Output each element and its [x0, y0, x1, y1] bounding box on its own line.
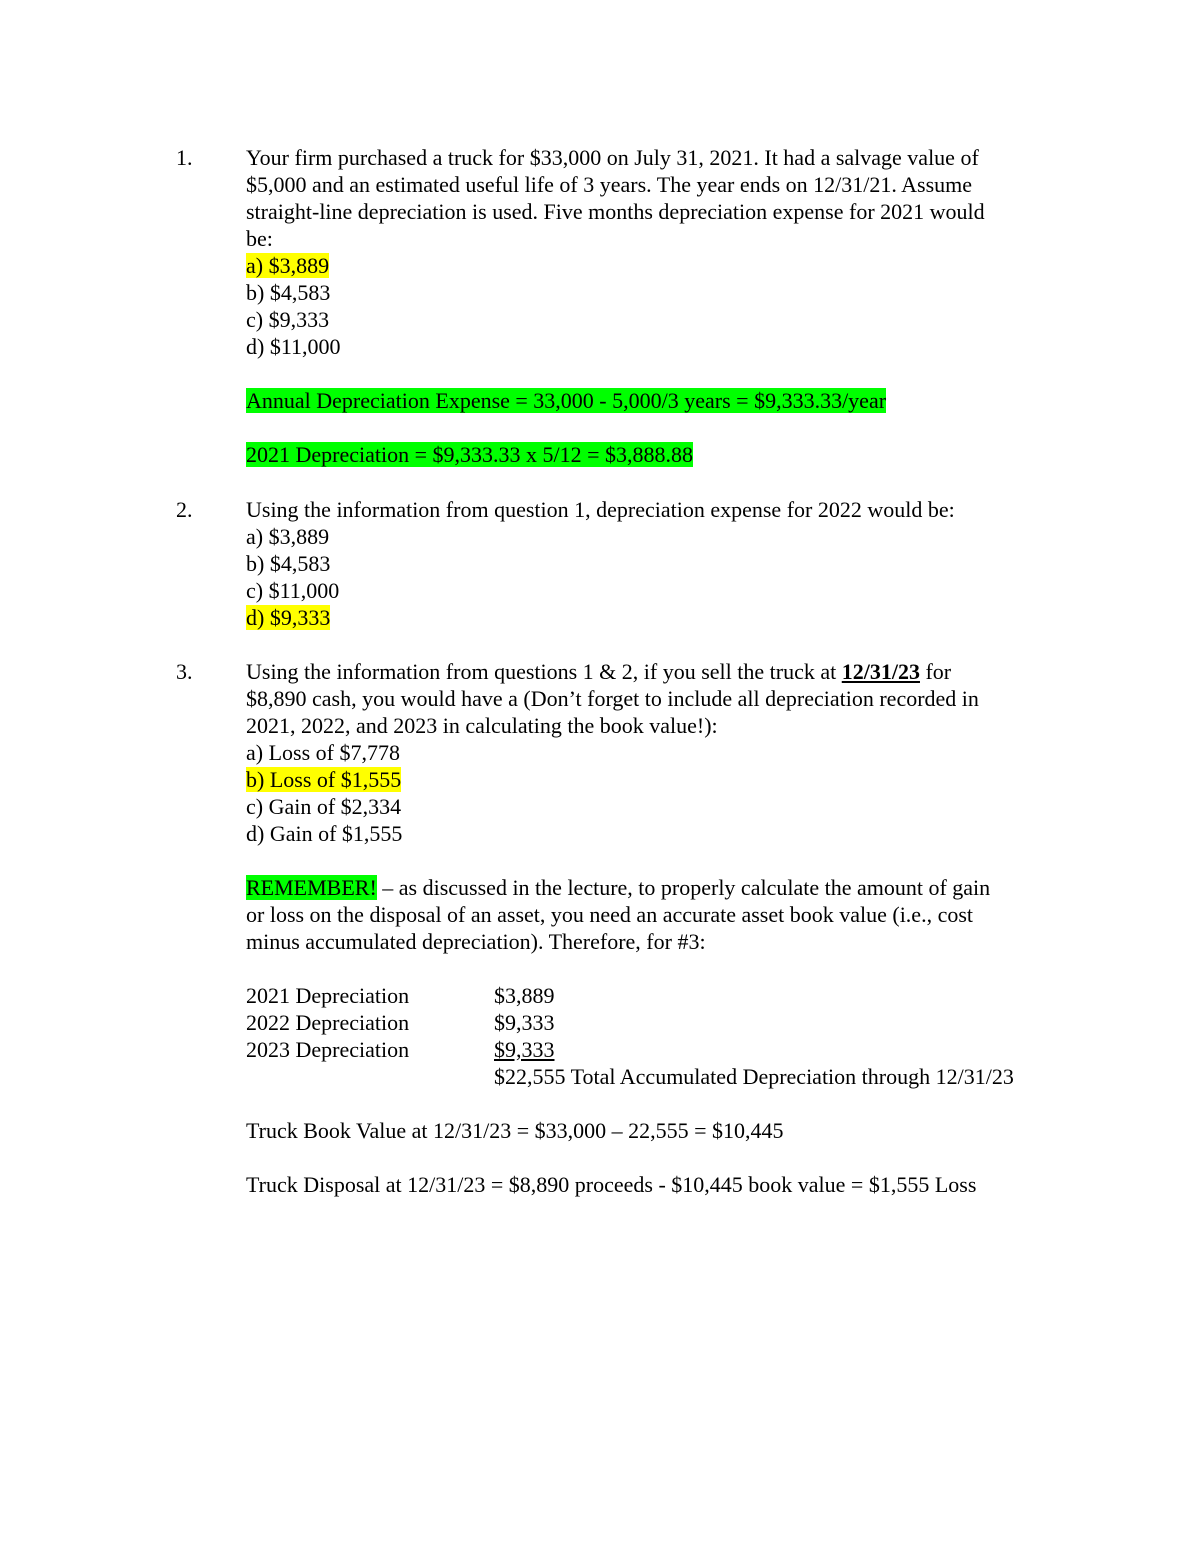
remember-line: minus accumulated depreciation). Therefore, for #3: — [246, 929, 706, 954]
schedule-label: 2022 Depreciation — [246, 1010, 410, 1035]
answer-option-correct: d) $9,333 — [246, 605, 331, 630]
sale-date: 12/31/23 — [841, 659, 920, 684]
answer-option: d) $11,000 — [246, 334, 341, 359]
answer-option: a) Loss of $7,778 — [246, 740, 400, 765]
depreciation-2021-note: 2021 Depreciation = $9,333.33 x 5/12 = $3,888.88 — [246, 442, 694, 467]
schedule-row — [246, 1036, 1066, 1063]
schedule-value: $9,333 — [494, 1010, 555, 1035]
answer-option: b) $4,583 — [246, 551, 331, 576]
question-body — [246, 144, 1066, 468]
answer-option: b) $4,583 — [246, 280, 331, 305]
disposal-line: Truck Disposal at 12/31/23 = $8,890 proceeds - $10,445 book value = $1,555 Loss — [246, 1172, 977, 1197]
schedule-row — [246, 1009, 1066, 1036]
question-number: 1. — [176, 145, 193, 170]
book-value-line: Truck Book Value at 12/31/23 = $33,000 – 22,555 = $10,445 — [246, 1118, 784, 1143]
stem-line: straight-line depreciation is used. Five months depreciation expense for 2021 would — [246, 199, 985, 224]
schedule-value: $3,889 — [494, 983, 555, 1008]
question-body — [246, 658, 1066, 1198]
schedule-row — [246, 982, 1066, 1009]
stem-line: 2021, 2022, and 2023 in calculating the book value!): — [246, 713, 718, 738]
remember-line: or loss on the disposal of an asset, you need an accurate asset book value (i.e., cost — [246, 902, 974, 927]
answer-option: a) $3,889 — [246, 524, 330, 549]
schedule-label: 2021 Depreciation — [246, 983, 410, 1008]
answer-option-correct: b) Loss of $1,555 — [246, 767, 402, 792]
stem-line: be: — [246, 226, 273, 251]
schedule-label: 2023 Depreciation — [246, 1037, 410, 1062]
schedule-total: $22,555 Total Accumulated Depreciation through 12/31/23 — [494, 1064, 1014, 1089]
stem-line: Your firm purchased a truck for $33,000 on July 31, 2021. It had a salvage value of — [246, 145, 979, 170]
answer-option: c) Gain of $2,334 — [246, 794, 402, 819]
question-body — [246, 496, 1066, 631]
answer-option: c) $11,000 — [246, 578, 340, 603]
stem-line: Using the information from questions 1 & 2, if you sell the truck at 12/31/23 for — [246, 659, 952, 684]
answer-option: d) Gain of $1,555 — [246, 821, 403, 846]
remember-tag: REMEMBER! — [246, 875, 377, 900]
schedule-value: $9,333 — [494, 1037, 555, 1062]
schedule-total-row — [246, 1063, 1066, 1090]
stem-line: $8,890 cash, you would have a (Don’t forget to include all depreciation recorded in — [246, 686, 979, 711]
stem-line: $5,000 and an estimated useful life of 3 years. The year ends on 12/31/21. Assume — [246, 172, 973, 197]
question-number: 3. — [176, 659, 193, 684]
question-number: 2. — [176, 497, 193, 522]
stem-line: Using the information from question 1, depreciation expense for 2022 would be: — [246, 497, 955, 522]
answer-option: c) $9,333 — [246, 307, 330, 332]
answer-option-correct: a) $3,889 — [246, 253, 330, 278]
remember-line: REMEMBER! – as discussed in the lecture, to properly calculate the amount of gain — [246, 875, 991, 900]
annual-depreciation-note: Annual Depreciation Expense = 33,000 - 5,000/3 years = $9,333.33/year — [246, 388, 887, 413]
